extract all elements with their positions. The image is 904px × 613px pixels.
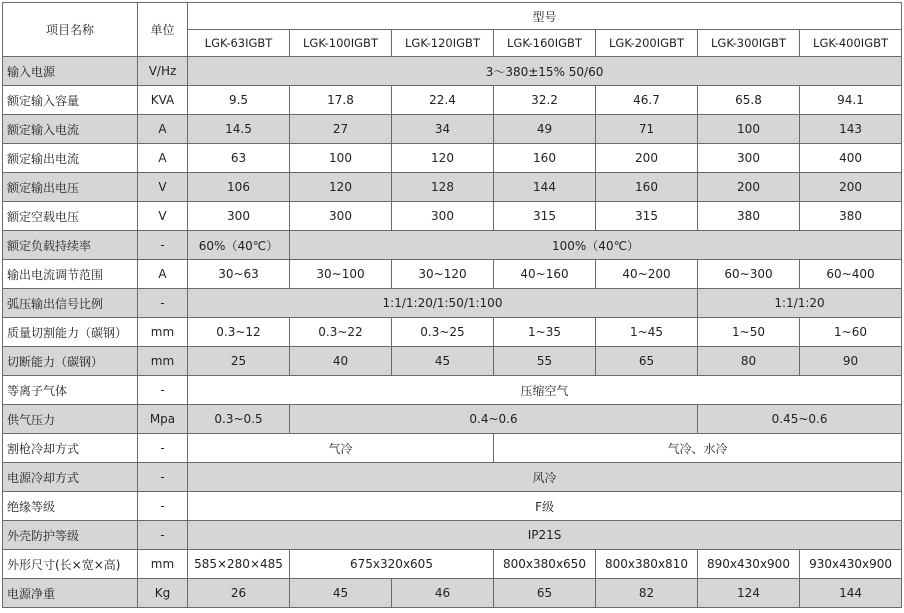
value-cell: 80 [698,347,800,376]
value-cell: 60~400 [800,260,902,289]
value-cell: 0.3~12 [188,318,290,347]
row-label: 电源净重 [3,579,138,608]
value-cell: 120 [392,144,494,173]
row-label: 额定空载电压 [3,202,138,231]
table-row [3,115,902,144]
value-cell: 65 [494,579,596,608]
header-item-name: 项目名称 [3,3,138,57]
table-row [3,86,902,115]
value-cell: 315 [596,202,698,231]
value-cell: 300 [392,202,494,231]
value-cell: 40~160 [494,260,596,289]
row-unit: mm [138,318,188,347]
value-cell: 26 [188,579,290,608]
value-cell: 585×280×485 [188,550,290,579]
value-cell: IP21S [188,521,902,550]
value-cell: 300 [290,202,392,231]
model-name: LGK-63IGBT [188,30,290,57]
model-name: LGK-100IGBT [290,30,392,57]
value-cell: 风冷 [188,463,902,492]
table-row [3,521,902,550]
value-cell: 25 [188,347,290,376]
value-cell: 800x380x650 [494,550,596,579]
value-cell: 40~200 [596,260,698,289]
value-cell: 100 [290,144,392,173]
value-cell: 1~60 [800,318,902,347]
table-row [3,289,902,318]
value-cell: 65 [596,347,698,376]
table-row [3,376,902,405]
row-unit: KVA [138,86,188,115]
value-cell: 82 [596,579,698,608]
row-label: 输出电流调节范围 [3,260,138,289]
row-unit: - [138,376,188,405]
table-row [3,347,902,376]
row-label: 质量切割能力（碳钢） [3,318,138,347]
value-cell: 40 [290,347,392,376]
row-unit: Kg [138,579,188,608]
row-label: 额定负载持续率 [3,231,138,260]
table-row [3,579,902,608]
value-cell: 1~50 [698,318,800,347]
value-cell: 200 [800,173,902,202]
model-name: LGK-160IGBT [494,30,596,57]
table-row [3,463,902,492]
value-cell: 27 [290,115,392,144]
row-unit: - [138,521,188,550]
value-cell: 120 [290,173,392,202]
table-row [3,173,902,202]
value-cell: 675x320x605 [290,550,494,579]
row-label: 割枪冷却方式 [3,434,138,463]
value-cell: 14.5 [188,115,290,144]
table-row [3,405,902,434]
value-cell: 1:1/1:20/1:50/1:100 [188,289,698,318]
value-cell: 300 [698,144,800,173]
row-unit: - [138,231,188,260]
value-cell: 63 [188,144,290,173]
value-cell: 124 [698,579,800,608]
row-unit: - [138,289,188,318]
value-cell: 1:1/1:20 [698,289,902,318]
table-row [3,492,902,521]
table-row [3,57,902,86]
value-cell: 1~35 [494,318,596,347]
value-cell: 315 [494,202,596,231]
row-unit: Mpa [138,405,188,434]
row-label: 切断能力（碳钢） [3,347,138,376]
table-row [3,202,902,231]
table-row [3,550,902,579]
value-cell: 30~100 [290,260,392,289]
row-unit: A [138,260,188,289]
value-cell: 160 [596,173,698,202]
value-cell: 200 [698,173,800,202]
value-cell: 60~300 [698,260,800,289]
value-cell: 32.2 [494,86,596,115]
header-row-1 [3,3,902,30]
row-unit: mm [138,347,188,376]
value-cell: 71 [596,115,698,144]
value-cell: 60%（40℃） [188,231,290,260]
model-name: LGK-300IGBT [698,30,800,57]
value-cell: 143 [800,115,902,144]
header-unit: 单位 [138,3,188,57]
value-cell: 0.3~25 [392,318,494,347]
value-cell: 45 [290,579,392,608]
value-cell: 144 [494,173,596,202]
value-cell: 800x380x810 [596,550,698,579]
value-cell: 106 [188,173,290,202]
row-label: 外壳防护等级 [3,521,138,550]
value-cell: 90 [800,347,902,376]
value-cell: 17.8 [290,86,392,115]
row-unit: A [138,115,188,144]
table-row [3,434,902,463]
value-cell: 0.3~22 [290,318,392,347]
value-cell: 0.3~0.5 [188,405,290,434]
row-label: 额定输入容量 [3,86,138,115]
row-unit: - [138,434,188,463]
value-cell: 34 [392,115,494,144]
row-unit: - [138,463,188,492]
value-cell: 0.45~0.6 [698,405,902,434]
value-cell: 30~63 [188,260,290,289]
value-cell: 380 [800,202,902,231]
value-cell: 0.4~0.6 [290,405,698,434]
model-name: LGK-200IGBT [596,30,698,57]
value-cell: 100 [698,115,800,144]
spec-table [2,2,902,608]
row-unit: A [138,144,188,173]
row-label: 额定输出电流 [3,144,138,173]
value-cell: 30~120 [392,260,494,289]
value-cell: 46.7 [596,86,698,115]
value-cell: 1~45 [596,318,698,347]
row-unit: - [138,492,188,521]
header-model: 型号 [188,3,902,30]
value-cell: 930x430x900 [800,550,902,579]
value-cell: 300 [188,202,290,231]
row-unit: mm [138,550,188,579]
row-label: 输入电源 [3,57,138,86]
model-name: LGK-120IGBT [392,30,494,57]
value-cell: 46 [392,579,494,608]
value-cell: 128 [392,173,494,202]
table-row [3,318,902,347]
row-unit: V [138,202,188,231]
table-row [3,231,902,260]
row-unit: V [138,173,188,202]
value-cell: 压缩空气 [188,376,902,405]
model-name: LGK-400IGBT [800,30,902,57]
row-label: 等离子气体 [3,376,138,405]
row-label: 额定输入电流 [3,115,138,144]
row-unit: V/Hz [138,57,188,86]
value-cell: 380 [698,202,800,231]
value-cell: 160 [494,144,596,173]
value-cell: 94.1 [800,86,902,115]
value-cell: 45 [392,347,494,376]
value-cell: F级 [188,492,902,521]
value-cell: 9.5 [188,86,290,115]
value-cell: 气冷、水冷 [494,434,902,463]
row-label: 弧压输出信号比例 [3,289,138,318]
value-cell: 气冷 [188,434,494,463]
row-label: 电源冷却方式 [3,463,138,492]
table-row [3,144,902,173]
row-label: 绝缘等级 [3,492,138,521]
value-cell: 22.4 [392,86,494,115]
row-label: 外形尺寸(长×宽×高) [3,550,138,579]
value-cell: 100%（40℃） [290,231,902,260]
value-cell: 3～380±15% 50/60 [188,57,902,86]
value-cell: 49 [494,115,596,144]
value-cell: 400 [800,144,902,173]
row-label: 额定输出电压 [3,173,138,202]
value-cell: 890x430x900 [698,550,800,579]
value-cell: 65.8 [698,86,800,115]
table-row [3,260,902,289]
value-cell: 200 [596,144,698,173]
row-label: 供气压力 [3,405,138,434]
value-cell: 55 [494,347,596,376]
value-cell: 144 [800,579,902,608]
